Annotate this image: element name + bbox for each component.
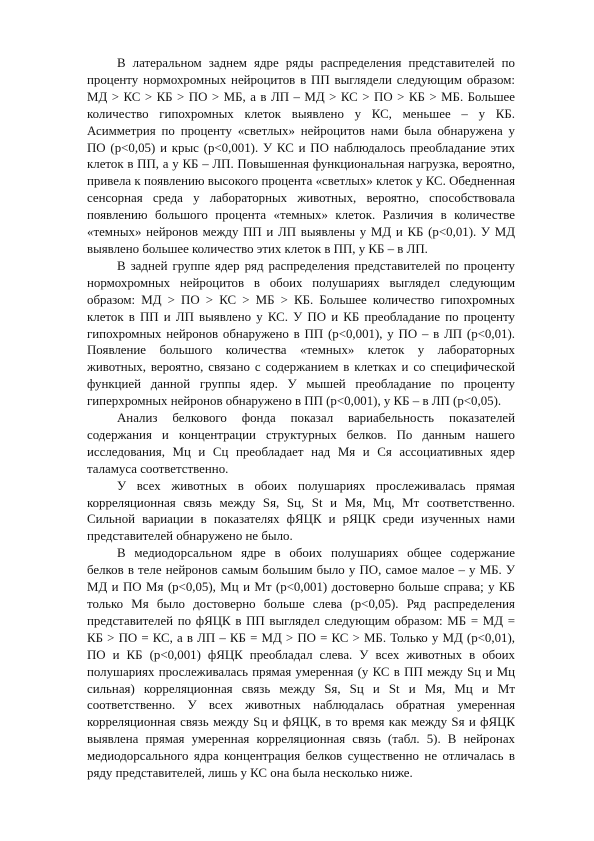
paragraph-correlation: У всех животных в обоих полушариях прослеживалась прямая корреляционная связь между Sя, Sц, St и Мя, Мц, Мт соответственно. Сильной вариации в показателях фЯЦК и рЯЦК среди изученных нами представителей обнаружено не было. xyxy=(87,478,515,544)
body-text xyxy=(87,55,515,782)
paragraph-posterior-group: В задней группе ядер ряд распределения представителей по проценту нормохромных нейроцитов в обоих полушариях выглядел следующим образом: МД > ПО > КС > МБ > КБ. Большее количество гипохромных клеток в ПП и ЛП выявлено у КС. У ПО и КБ преобладание по проценту гипохромных нейронов обнаружено в ПП (р<0,001), у ПО – в ЛП (р<0,01). Появление большого количества «темных» клеток у лабораторных животных, вероятно, связано с содержанием в клетках и со специфической функцией данной группы ядер. У мышей преобладание по проценту гиперхромных нейронов обнаружено в ПП (р<0,001), у КБ – в ЛП (р<0,05). xyxy=(87,258,515,409)
paragraph-protein-analysis: Анализ белкового фонда показал вариабельность показателей содержания и концентрации структурных белков. По данным нашего исследования, Мц и Сц преобладает над Мя и Ся ассоциативных ядер таламуса соответственно. xyxy=(87,411,515,476)
paragraph-lateral-posterior-nucleus: В латеральном заднем ядре ряды распределения представителей по проценту нормохромных нейроцитов в ПП выглядели следующим образом: МД > КС > КБ > ПО > МБ, а в ЛП – МД > КС > ПО > КБ > МБ. Большее количество гипохромных клеток выявлено у КС, меньшее – у КБ. Асимметрия по проценту «светлых» нейроцитов нами была обнаружена у ПО (р<0,05) и крыс (р<0,001). У КС и ПО наблюдалось преобладание этих клеток в ПП, а у КБ – ЛП. Повышенная функциональная нагрузка, вероятно, привела к появлению высокого процента «светлых» клеток у КС. Обедненная сенсорная среда у лабораторных животных, вероятно, способствовала появлению большого процента «темных» клеток. Различия в количестве «темных» нейронов между ПП и ЛП выявлены у МД и КБ (р<0,01). У МД выявлено большее количество этих клеток в ПП, у КБ – в ЛП. xyxy=(87,56,515,256)
paragraph-mediodorsal-nucleus: В медиодорсальном ядре в обоих полушариях общее содержание белков в теле нейронов самым большим было у ПО, самое малое – у МБ. У МД и ПО Мя (р<0,05), Мц и Мт (р<0,001) достоверно больше справа; у КБ только Мя было достоверно больше слева (р<0,05). Ряд распределения представителей по фЯЦК в ПП выглядел следующим образом: МБ = МД = КБ > ПО = КС, а в ЛП – КБ = МД > ПО = КС > МБ. Только у МД (р<0,01), ПО и КБ (р<0,001) фЯЦК преобладал слева. У всех животных в обоих полушариях прослеживалась прямая умеренная (у КС в ПП между Sц и Мц сильная) корреляционная связь между Sя, Sц и St и Мя, Мц и Мт соответственно. У всех животных наблюдалась обратная умеренная корреляционная связь между Sц и фЯЦК, в то время как между Sя и фЯЦК выявлена прямая умеренная корреляционная связь (табл. 5). В нейронах медиодорсального ядра концентрация белков существенно не отличалась в ряду представителей, лишь у КС она была несколько ниже. xyxy=(87,546,515,781)
